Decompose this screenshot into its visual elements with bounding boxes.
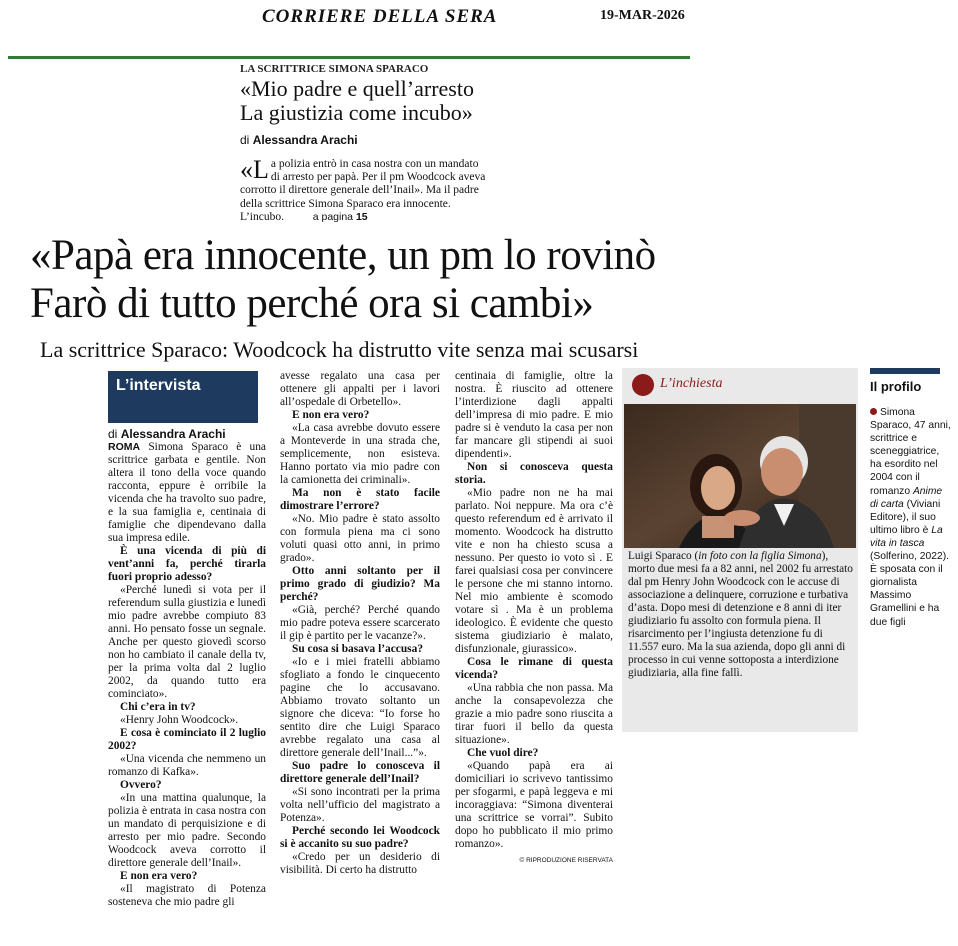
photo-luigi-and-simona-sparaco [624,404,856,548]
photo-illustration [624,404,856,548]
teaser-kicker: LA SCRITTRICE SIMONA SPARACO [240,63,429,75]
question: Chi c’era in tv? [120,701,196,713]
profilo-title: Il profilo [870,379,922,394]
profilo-dot-icon [870,408,877,415]
question: E non era vero? [292,409,370,421]
copyright-notice: © RIPRODUZIONE RISERVATA [519,857,613,864]
main-headline-line1: «Papà era innocente, un pm lo rovinò [30,232,656,279]
question: È una vicenda di più di vent’anni fa, perché tirarla fuori proprio adesso? [108,545,266,583]
question: Perché secondo lei Woodcock si è accanito su suo padre? [280,825,440,850]
answer: «Perché lunedì si vota per il referendum sulla giustizia e lunedì mio padre avrebbe compiuto 83 anni. Ho pensato fosse un segnale. Anche per questo giovedì scorso non ho cambiato il canale della tv, per la prima volta dal 2 luglio 2002, da quando tutto era cominciato». [108,584,266,700]
answer: «In una mattina qualunque, la polizia è entrata in casa nostra con un mandato di perquisizione e di arresto per mio padre. Secondo Woodcock aveva corrotto il direttore generale dell’Inail». [108,792,266,869]
teaser-dropcap: «L [240,155,269,184]
question: Non si conosceva questa storia. [455,461,613,486]
teaser-title-line2: La giustizia come incubo» [240,100,473,125]
section-rule [8,56,690,59]
masthead: CORRIERE DELLA SERA [262,6,498,27]
issue-date: 19-MAR-2026 [600,8,685,23]
answer: centinaia di famiglie, oltre la nostra. È riuscito ad ottenere l’interdizione dagli appalti dell’impresa di mio padre. E mio padre si è venduto la casa per non far mancare gli stipendi ai suoi dipendenti». [455,370,613,460]
teaser-title [240,77,580,125]
teaser-byline-prefix: di [240,133,250,147]
answer: «Quando papà era ai domiciliari io scrivevo tantissimo per sfogarmi, e papà leggeva e mi incoraggiava: “Simona diventerai una scrittrice se vorrai”. Subito dopo ho pubblicato il mio primo romanzo». [455,760,613,850]
question: Che vuol dire? [467,747,539,759]
answer: «Una vicenda che nemmeno un romanzo di Kafka». [108,753,266,778]
question: E non era vero? [120,870,198,882]
teaser-page-ref: a pagina 15 [312,210,368,223]
article-intro: ROMA Simona Sparaco è una scrittrice garbata e gentile. Non altera il tono della voce quando racconta, eppure è orribile la vicenda che ha travolto suo padre, e la sua famiglia e, centinaia di famiglie che dipendevano dalla sua impresa edile. [108,441,266,544]
question: Ovvero? [120,779,162,791]
question: Cosa le rimane di questa vicenda? [455,656,613,681]
question: Ma non è stato facile dimostrare l’errore? [280,487,440,512]
teaser-byline [240,133,358,147]
answer: «No. Mio padre è stato assolto con formula piena ma ci sono voluti quasi otto anni, in primo grado». [280,513,440,564]
inchiesta-box [622,368,858,732]
answer: «La casa avrebbe dovuto essere a Monteverde in una strada che, semplicemente, non esisteva. Hanno portato via mio padre con la camionetta dei criminali». [280,422,440,486]
section-label-box [108,371,258,423]
inchiesta-label: L’inchiesta [660,376,723,391]
question: Otto anni soltanto per il primo grado di giudizio? Ma perché? [280,565,440,603]
article-byline: di Alessandra Arachi [108,427,226,441]
article-column-1 [108,428,266,909]
teaser-body [240,155,488,224]
main-headline [30,232,730,328]
answer: «Il magistrato di Potenza sosteneva che mio padre gli [108,883,266,908]
answer: avesse regalato una casa per ottenere gli appalti per i lavori all’ospedale di Orbetello». [280,370,440,408]
article-column-2 [280,370,440,877]
question: E cosa è cominciato il 2 luglio 2002? [108,727,266,752]
inchiesta-dot-icon [632,374,654,396]
answer: «Henry John Woodcock». [120,714,239,726]
section-label: L’intervista [116,377,201,394]
answer: «Già, perché? Perché quando mio padre poteva essere scarcerato il gip è partito per le vacanze?». [280,604,440,642]
answer: «Si sono incontrati per la prima volta nell’ufficio del magistrato a Potenza». [280,786,440,824]
teaser-byline-name: Alessandra Arachi [252,133,358,147]
question: Suo padre lo conosceva il direttore generale dell’Inail? [280,760,440,785]
question: Su cosa si basava l’accusa? [292,643,424,655]
profilo-text: Simona Sparaco, 47 anni, scrittrice e sceneggiatrice, ha esordito nel 2004 con il romanzo Anime di carta (Viviani Editore), il suo ultimo libro è La vita in tasca (Solferino, 2022). È sposata con il giornalista Massimo Gramellini e ha due figli [870,407,951,628]
profilo-rule [870,368,940,374]
dateline: ROMA [108,441,141,453]
answer: «Mio padre non ne ha mai parlato. Noi neppure. Ma ora c’è questo referendum ed è arrivato il momento. Woodcock ha distrutto vite e non ha chiesto scusa a nessuno. Per questo io voto sì . E farei qualsiasi cosa per convincere le persone che mi stanno intorno. Nel mio ambiente è scomodo votare sì . Ma è un problema ideologico. È evidente che questo sistema giudiziario è malato, disfunzionale, giurassico». [455,487,613,655]
teaser-title-line1: «Mio padre e quell’arresto [240,76,474,101]
answer: «Una rabbia che non passa. Ma anche la consapevolezza che grazie a mio padre sono riuscita a tirar fuori il bello da questa situazione». [455,682,613,746]
main-headline-line2: Farò di tutto perché ora si cambi» [30,280,594,327]
main-subhead: La scrittrice Sparaco: Woodcock ha distrutto vite senza mai scusarsi [40,337,639,362]
answer: «Credo per un desiderio di visibilità. Di certo ha distrutto [280,851,440,876]
answer: «Io e i miei fratelli abbiamo sfogliato a fondo le cinquecento pagine che lo accusavano. Abbiamo trovato soltanto un signore che diceva: “Io forse ho sentito dire che Luigi Sparaco avrebbe regalato una casa al direttore generale dell’Inail...”». [280,656,440,759]
article-column-3 [455,370,613,867]
teaser-body-text: a polizia entrò in casa nostra con un mandato di arresto per papà. Per il pm Woodcock aveva corrotto il direttore generale dell’Inail». Ma il padre della scrittrice Simona Sparaco era innocente. L’incubo. [240,158,486,223]
photo-caption: Luigi Sparaco (in foto con la figlia Simona), morto due mesi fa a 82 anni, nel 2002 fu arrestato dal pm Henry John Woodcock con le accuse di associazione a delinquere, corruzione e turbativa d’asta. Dopo mesi di detenzione e 8 anni di iter giudiziario fu assolto con formula piena. Il risarcimento per l’ingiusta detenzione fu di 11.557 euro. Ma la sua azienda, dopo gli anni di processo in cui venne sottoposta a interdizione giudiziaria, alla fine fallì. [628,550,853,679]
